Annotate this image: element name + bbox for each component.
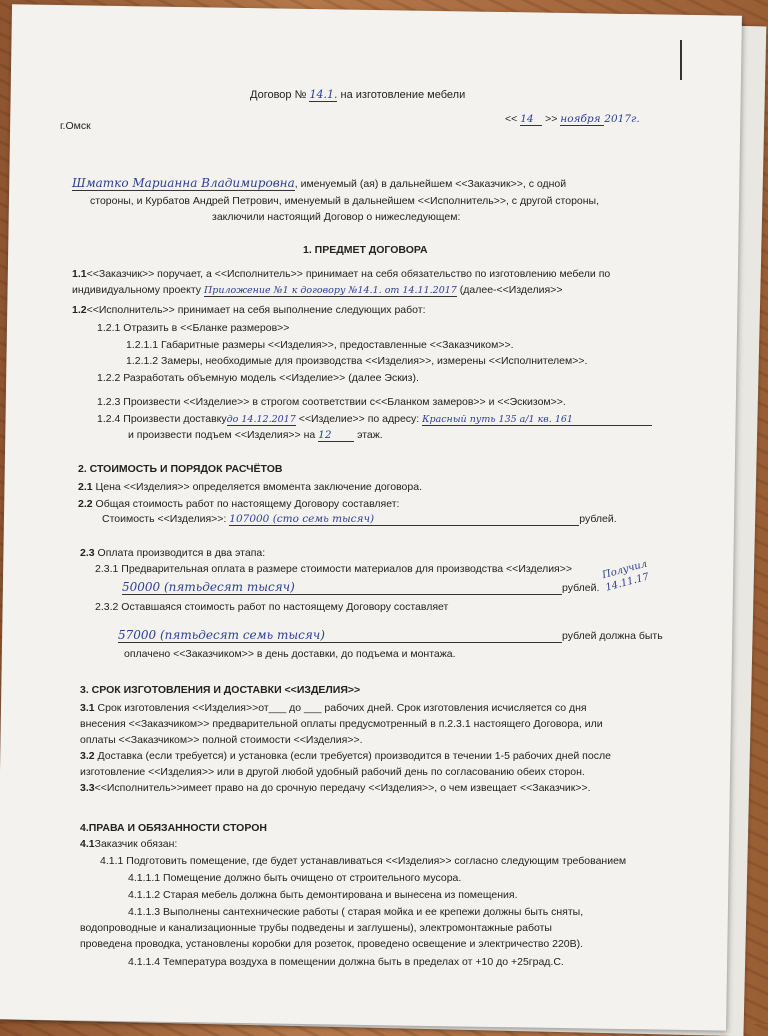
- receipt-note: Получил 14.11.17: [601, 558, 651, 594]
- clause-2-3: 2.3 Оплата производится в два этапа:: [80, 547, 266, 559]
- clause-2-3-2: 2.3.2 Оставшаяся стоимость работ по настоящему Договору составляет: [95, 601, 449, 613]
- prepayment-line: 50000 (пятьдесят тысяч) рублей.: [122, 580, 600, 594]
- section-3-heading: 3. СРОК ИЗГОТОВЛЕНИЯ И ДОСТАВКИ <<ИЗДЕЛИЯ>>: [80, 684, 361, 696]
- clause-4-1-1-3-c: проведена проводка, установлены коробки для розеток, проведено освещение и электричество 220В).: [80, 938, 584, 950]
- clause-1-1: 1.1<<Заказчик>> поручает, а <<Исполнитель>> принимает на себя обязательство по изготовлению мебели по: [72, 268, 611, 280]
- project-reference: Приложение №1 к договору №14.1. от 14.11.2017: [203, 285, 457, 296]
- clause-3-3: 3.3<<Исполнитель>>имеет право на до срочную передачу <<Изделия>>, о чем извещает <<Заказчик>>.: [80, 782, 591, 794]
- remaining-line: 57000 (пятьдесят семь тысяч) рублей должна быть: [118, 628, 663, 642]
- section-2-heading: 2. СТОИМОСТЬ И ПОРЯДОК РАСЧЁТОВ: [78, 463, 283, 475]
- clause-4-1-1-1: 4.1.1.1 Помещение должно быть очищено от строительного мусора.: [128, 872, 462, 884]
- clause-2-2: 2.2 Общая стоимость работ по настоящему Договору составляет:: [78, 498, 400, 510]
- clause-4-1-1-3-b: водопроводные и канализационные трубы подведены и заглушены), электромонтажные работы: [80, 922, 552, 934]
- pen-mark: [680, 40, 682, 80]
- clause-4-1-1-3: 4.1.1.3 Выполнены сантехнические работы ( старая мойка и ее крепежи должны быть сняты,: [128, 906, 584, 918]
- delivery-date: до 14.12.2017: [226, 414, 296, 425]
- intro-line-2: стороны, и Курбатов Андрей Петрович, именуемый в дальнейшем <<Исполнитель>>, с другой стороны,: [90, 195, 600, 207]
- date-day: 14: [520, 113, 542, 126]
- prepayment-value: 50000 (пятьдесят тысяч): [122, 580, 562, 595]
- date-month: ноября: [560, 113, 604, 126]
- section-4-heading: 4.ПРАВА И ОБЯЗАННОСТИ СТОРОН: [80, 822, 267, 834]
- item-1-2-4: 1.2.4 Произвести доставкудо 14.12.2017 <<Изделие>> по адресу: Красный путь 135 а/1 кв. 161: [97, 413, 652, 426]
- item-1-2-2: 1.2.2 Разработать объемную модель <<Изделие>> (далее Эскиз).: [97, 372, 419, 384]
- clause-3-1-c: оплаты <<Заказчиком>> полной стоимости <<Изделия>>.: [80, 734, 363, 746]
- total-cost-value: 107000 (сто семь тысяч): [229, 513, 579, 526]
- clause-4-1-1: 4.1.1 Подготовить помещение, где будет устанавливаться <<Изделия>> согласно следующим требованием: [100, 855, 627, 867]
- document-title: Договор № 14.1. на изготовление мебели: [250, 88, 466, 101]
- payment-terms: оплачено <<Заказчиком>> в день доставки, до подъема и монтажа.: [124, 648, 456, 660]
- clause-3-1: 3.1 Срок изготовления <<Изделия>>от___ до ___ рабочих дней. Срок изготовления исчисляется со дня: [80, 702, 587, 714]
- customer-name: Шматко Марианна Владимировна: [72, 176, 295, 190]
- clause-3-1-b: внесения <<Заказчиком>> предварительной оплаты предусмотренный в п.2.3.1 настоящего Договора, или: [80, 718, 603, 730]
- contract-number: 14.1.: [309, 88, 338, 101]
- section-1-heading: 1. ПРЕДМЕТ ДОГОВОРА: [303, 244, 428, 256]
- clause-4-1: 4.1Заказчик обязан:: [80, 838, 178, 850]
- date-year: 2017г.: [604, 113, 640, 125]
- clause-3-2-b: изготовление <<Изделия>> или в другой любой удобный рабочий день по согласованию обеих сторон.: [80, 766, 585, 778]
- clause-4-1-1-2: 4.1.1.2 Старая мебель должна быть демонтирована и вынесена из помещения.: [128, 889, 518, 901]
- clause-2-3-1: 2.3.1 Предварительная оплата в размере стоимости материалов для производства <<Изделия>>: [95, 563, 573, 575]
- item-1-2-1-1: 1.2.1.1 Габаритные размеры <<Изделия>>, предоставленные <<Заказчиком>>.: [126, 339, 514, 351]
- item-1-2-1-2: 1.2.1.2 Замеры, необходимые для производства <<Изделия>>, измерены <<Исполнителем>>.: [126, 355, 588, 367]
- city: г.Омск: [60, 120, 91, 132]
- clause-4-1-1-4: 4.1.1.4 Температура воздуха в помещении должна быть в пределах от +10 до +25град.С.: [128, 956, 564, 968]
- delivery-address: Красный путь 135 а/1 кв. 161: [422, 414, 652, 426]
- clause-2-1: 2.1 Цена <<Изделия>> определяется вмомента заключение договора.: [78, 481, 422, 493]
- item-1-2-3: 1.2.3 Произвести <<Изделие>> в строгом соответствии с<<Бланком замеров>> и <<Эскизом>>.: [97, 396, 566, 408]
- total-cost-line: Стоимость <<Изделия>>: 107000 (сто семь тысяч) рублей.: [102, 513, 617, 525]
- clause-3-2: 3.2 Доставка (если требуется) и установка (если требуется) производится в течении 1-5 рабочих дней после: [80, 750, 611, 762]
- intro-line-3: заключили настоящий Договор о нижеследующем:: [212, 211, 461, 223]
- item-1-2-1: 1.2.1 Отразить в <<Бланке размеров>>: [97, 322, 290, 334]
- clause-1-1-cont: индивидуальному проекту Приложение №1 к договору №14.1. от 14.11.2017 (далее-<<Изделия>>: [72, 284, 563, 296]
- item-1-2-4-cont: и произвести подъем <<Изделия>> на 12 этаж.: [128, 429, 383, 441]
- intro-line-1: Шматко Марианна Владимировна, именуемый (ая) в дальнейшем <<Заказчик>>, с одной: [72, 176, 567, 190]
- remaining-value: 57000 (пятьдесят семь тысяч): [118, 628, 562, 643]
- contract-date: << 14 >> ноября 2017г.: [505, 113, 640, 125]
- clause-1-2: 1.2<<Исполнитель>> принимает на себя выполнение следующих работ:: [72, 304, 426, 316]
- floor-number: 12: [318, 429, 354, 442]
